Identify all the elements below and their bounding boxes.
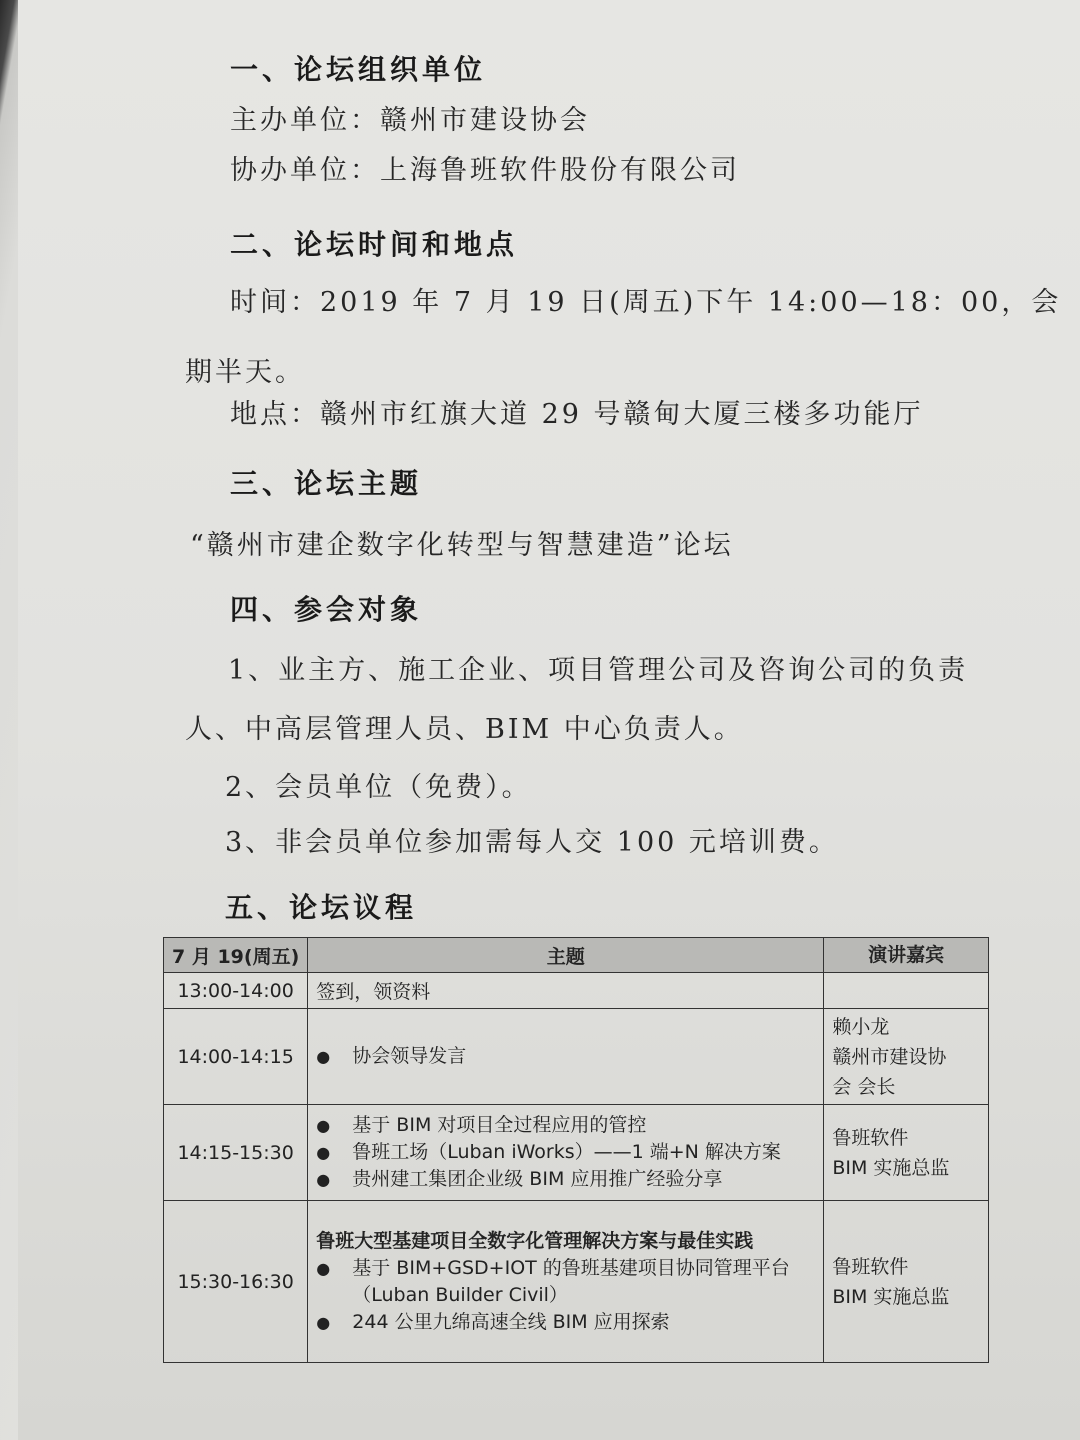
topic-item: 贵州建工集团企业级 BIM 应用推广经验分享 — [352, 1168, 723, 1190]
topic-item: 基于 BIM 对项目全过程应用的管控 — [352, 1114, 647, 1136]
section-attendees-title: 四、参会对象 — [230, 593, 423, 626]
topic-heading: 鲁班大型基建项目全数字化管理解决方案与最佳实践 — [316, 1230, 754, 1252]
row-time: 15:30-16:30 — [164, 1201, 308, 1363]
attendees-item-1b: 人、中高层管理人员、BIM 中心负责人。 — [185, 714, 744, 745]
topic-item: 244 公里九绵高速全线 BIM 应用探索 — [352, 1311, 670, 1333]
topic-item: 基于 BIM+GSD+IOT 的鲁班基建项目协同管理平台 — [352, 1257, 790, 1279]
time-line-1: 时间：2019 年 7 月 19 日(周五)下午 14:00—18：00，会 — [230, 287, 1062, 318]
row-topic — [308, 1009, 824, 1105]
row-time: 14:15-15:30 — [164, 1105, 308, 1201]
row-topic: 签到，领资料 — [308, 973, 824, 1009]
agenda-table — [163, 937, 989, 1363]
host-unit: 主办单位：赣州市建设协会 — [230, 105, 590, 136]
topic-item: 鲁班工场（Luban iWorks）——1 端+N 解决方案 — [352, 1141, 781, 1163]
table-row — [164, 973, 989, 1009]
speaker-org: 赣州市建设协 — [832, 1045, 947, 1068]
row-speaker — [824, 973, 989, 1009]
speaker-title: BIM 实施总监 — [832, 1285, 950, 1308]
row-topic — [308, 1105, 824, 1201]
row-time: 13:00-14:00 — [164, 973, 308, 1009]
section-time-place-title: 二、论坛时间和地点 — [230, 228, 519, 261]
table-row — [164, 1201, 989, 1363]
speaker-org: 鲁班软件 — [832, 1126, 909, 1149]
row-time: 14:00-14:15 — [164, 1009, 308, 1105]
section-organizers-title: 一、论坛组织单位 — [230, 53, 487, 86]
attendees-item-1a: 1、业主方、施工企业、项目管理公司及咨询公司的负责 — [228, 655, 969, 686]
table-row — [164, 1009, 989, 1105]
theme-line: “赣州市建企数字化转型与智慧建造”论坛 — [190, 530, 734, 561]
bullet-icon: ● — [316, 1116, 331, 1135]
speaker-org: 鲁班软件 — [832, 1255, 909, 1278]
row-speaker — [824, 1009, 989, 1105]
topic-item-continued: （Luban Builder Civil） — [352, 1284, 568, 1306]
bullet-icon: ● — [316, 1047, 331, 1066]
attendees-item-2: 2、会员单位（免费）。 — [225, 772, 532, 803]
speaker-name: 赖小龙 — [832, 1015, 890, 1038]
cohost-unit: 协办单位：上海鲁班软件股份有限公司 — [230, 155, 740, 186]
speaker-title: 会 会长 — [832, 1075, 896, 1098]
place-line: 地点：赣州市红旗大道 29 号赣甸大厦三楼多功能厅 — [230, 399, 924, 430]
row-speaker — [824, 1105, 989, 1201]
bullet-icon: ● — [316, 1313, 331, 1332]
row-speaker — [824, 1201, 989, 1363]
bullet-icon: ● — [316, 1170, 331, 1189]
header-speaker: 演讲嘉宾 — [824, 938, 989, 973]
header-topic: 主题 — [308, 938, 824, 973]
table-row — [164, 1105, 989, 1201]
time-line-2: 期半天。 — [185, 357, 305, 388]
header-date: 7 月 19(周五) — [164, 938, 308, 973]
speaker-title: BIM 实施总监 — [832, 1156, 950, 1179]
bullet-icon: ● — [316, 1143, 331, 1162]
topic-item: 协会领导发言 — [352, 1045, 467, 1067]
attendees-item-3: 3、非会员单位参加需每人交 100 元培训费。 — [225, 827, 839, 858]
section-theme-title: 三、论坛主题 — [230, 467, 423, 500]
table-header-row — [164, 938, 989, 973]
bullet-icon: ● — [316, 1259, 331, 1278]
row-topic — [308, 1201, 824, 1363]
section-agenda-title: 五、论坛议程 — [225, 891, 418, 924]
